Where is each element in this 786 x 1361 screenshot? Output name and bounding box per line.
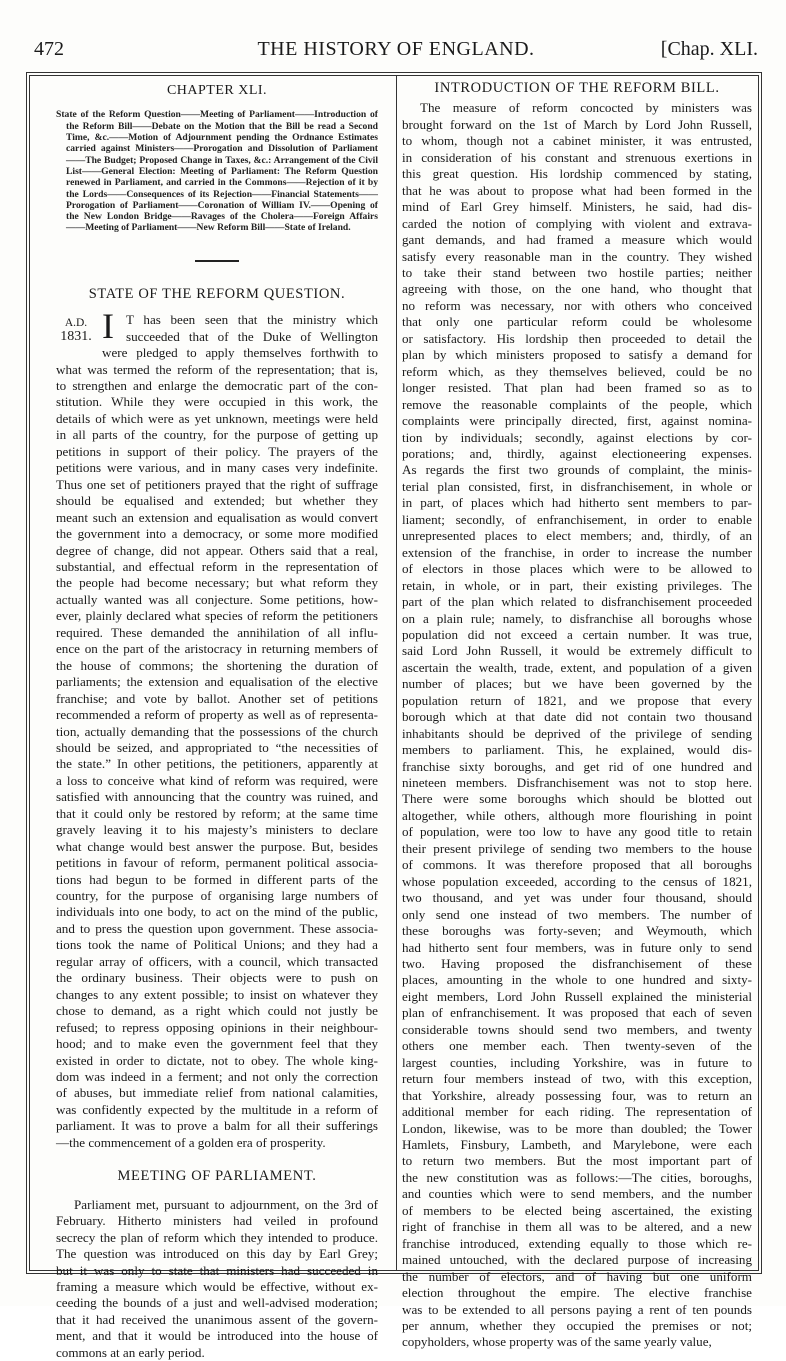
text-line: Parliament met, pursuant to adjournment, on the 3rd of [74, 1196, 378, 1212]
text-line: election throughout the empire. The elective franchise [402, 1285, 752, 1301]
text-line: refused; to repress opposing opinions in their neighbour- [56, 1019, 378, 1035]
text-line: satisfied with announcing that the country was ruined, and [56, 789, 378, 805]
text-line: ascertain the wealth, trade, extent, and population of a given [402, 659, 752, 675]
text-line: said Lord John Russell, it would be extremely difficult to [402, 643, 752, 659]
text-line: ceeding the bounds of a just and well-advised moderation; [56, 1295, 378, 1311]
text-line: actually wanted was all conjecture. Some petitions, how- [56, 591, 378, 607]
text-line: mind of Earl Grey himself. Ministers, he said, had dis- [402, 199, 752, 215]
text-line: eight members, Lord John Russell explained the ministerial [402, 988, 752, 1004]
text-line: that only one particular reform could be wholesome [402, 314, 752, 330]
text-line: the state.” In other petitions, the petitioners, apparently at [56, 756, 378, 772]
text-line: complaints were principally directed, first, against nomina- [402, 413, 752, 429]
text-line: and counties which were to send members, and the number [402, 1186, 752, 1202]
text-line: There were some boroughs which should be blotted out [402, 791, 752, 807]
text-line: population did not exceed a certain number. It was true, [402, 626, 752, 642]
text-line: the house of commons; the shortening the duration of [56, 657, 378, 673]
text-line: degree of change, did not appear. Others said that a real, [56, 542, 378, 558]
text-line: unrepresented places to elect members; and, thirdly, of an [402, 528, 752, 544]
text-line: existed in order to dictate, not to obey. The whole king- [56, 1052, 378, 1068]
text-line: liament; secondly, of enfranchisement, in order to enable [402, 511, 752, 527]
text-line: parliaments; the extension and equalisation of the elective [56, 674, 378, 690]
text-line: petitions in support of their policy. The prayers of the [56, 443, 378, 459]
text-line: succeeded that of the Duke of Wellington [126, 328, 378, 344]
chapter-reference: [Chap. XLI. [660, 38, 758, 60]
ad-year: 1831. [60, 329, 92, 345]
text-line: in part, of places which had hitherto sent members to par- [402, 495, 752, 511]
text-line: per annum, whether they occupied the premises or not; [402, 1317, 752, 1333]
text-line: terial plan consisted, first, in disfranchisement, in whole or [402, 478, 752, 494]
section-title-reform-question: STATE OF THE REFORM QUESTION. [88, 285, 346, 302]
text-line: the government into a democracy, or some more modified [56, 526, 378, 542]
text-line: individuals into one body, to act on the mind of the public, [56, 904, 378, 920]
text-line: parliament. It was to prove a balm for all their sufferings [56, 1118, 378, 1134]
section-title-meeting: MEETING OF PARLIAMENT. [117, 1168, 317, 1185]
text-line: to return two members. But the most important part of [402, 1153, 752, 1169]
text-line: plan of enfranchisement. It was proposed that each of seven [402, 1005, 752, 1021]
text-line: meant such an extension and equalisation as would convert [56, 509, 378, 525]
text-line: altogether, while others, although more flourishing in point [402, 807, 752, 823]
text-line: The question was introduced on this day by Earl Grey; [56, 1246, 378, 1262]
text-line: the new constitution was as follows:—The cities, boroughs, [402, 1169, 752, 1185]
section-meeting-body [56, 1197, 378, 1361]
text-line: the ordinary business. Their objects were to push on [56, 970, 378, 986]
text-line: brought forward on the 1st of March by Lord John Russell, [402, 116, 752, 132]
text-line: porations; and, thirdly, against electioneering expenses. [402, 445, 752, 461]
text-line: was to be extended to all persons paying a rent of ten pounds [402, 1301, 752, 1317]
section-reform-bill-body [402, 100, 752, 1350]
text-line: reform which, as they themselves believed, could be no [402, 363, 752, 379]
right-column [402, 80, 752, 1351]
text-line: largest counties, including Yorkshire, was in future to [402, 1054, 752, 1070]
text-line: franchise introduced, extending equally to those which re- [402, 1235, 752, 1251]
text-line: that it could only be restored by reform; at the same time [56, 805, 378, 821]
text-line: The measure of reform concocted by ministers was [420, 100, 752, 116]
text-line: chose to demand, as a right which could not justly be [56, 1003, 378, 1019]
text-line: number of places; but we have been governed by the [402, 676, 752, 692]
text-line: had hitherto sent four members, was in future only to send [402, 939, 752, 955]
text-line: what was termed the reform of the representation; that is, [56, 361, 378, 377]
text-line: part of the plan which related to disfranchisement proceeded [402, 594, 752, 610]
text-line: hood; and to make even the government feel that they [56, 1036, 378, 1052]
text-line: T has been seen that the ministry which [126, 312, 378, 328]
text-line: franchise sixty boroughs, and get rid of one hundred and [402, 758, 752, 774]
text-line: the people had become necessary; but what reform they [56, 575, 378, 591]
text-line: February. Hitherto ministers had veiled in profound [56, 1213, 378, 1229]
drop-cap: I [102, 306, 114, 347]
text-line: that it had received the unanimous assent of the govern- [56, 1311, 378, 1327]
text-line: return four members instead of two, with this exception, [402, 1071, 752, 1087]
text-line: no reform was necessary, nor with others who conceived [402, 297, 752, 313]
text-line: their present privilege of sending two members to the house [402, 840, 752, 856]
text-line: should be equalised and extended; but whether they [56, 493, 378, 509]
text-line: franchise; and vote by ballot. Another set of petitions [56, 690, 378, 706]
text-line: was confidently expected by the multitude in a reform of [56, 1101, 378, 1117]
chapter-title: CHAPTER XLI. [166, 83, 268, 98]
text-line: tion, actually demanding that the possessions of the church [56, 723, 378, 739]
text-line: longer resisted. That plan had been framed so as to [402, 380, 752, 396]
text-line: petitions in favour of reform, permanent political associa- [56, 855, 378, 871]
text-line: of members to be elected being ascertained, the existing [402, 1202, 752, 1218]
year-marginal-note [56, 316, 96, 344]
page-number: 472 [34, 38, 64, 60]
text-line: a loss to conceive what kind of reform was required, were [56, 772, 378, 788]
text-line: to take their stand between two hostile parties; neither [402, 264, 752, 280]
text-line: two thousand, and yet was under four thousand, should [402, 890, 752, 906]
text-line: in consideration of his constant and strenuous exertions in [402, 149, 752, 165]
text-line: framing a measure which would be effective, without ex- [56, 1279, 378, 1294]
text-line: copyholders, whose property was of the same yearly value, [402, 1334, 712, 1350]
text-line: —the commencement of a golden era of prosperity. [56, 1134, 326, 1150]
text-line: places, amounting in the whole to one hundred and sixty- [402, 972, 752, 988]
text-line: that Yorkshire, already possessing four, was to return an [402, 1087, 752, 1103]
ad-label: A.D. [64, 317, 88, 330]
text-line: ever, plainly declared what species of reform the petitioners [56, 608, 378, 624]
chapter-synopsis: State of the Reform Question——Meeting of Parliament——Introduction of the Reform Bill——Debate on the Motion that the Bill be read a Second Time, &c.——Motion of Adjournment pending the Ordnance Estimates carried against Ministers——Prorogation and Dissolution of Parliament——The Budget; Proposed Change in Taxes, &c.: Arrangement of the Civil List——General Election: Meeting of Parliament: The Reform Question renewed in Parliament, and carried in the Commons——Rejection of it by the Lords——Consequences of its Rejection——Financial Statements——Prorogation of Parliament——Coronation of William IV.——Opening of the New London Bridge——Ravages of the Cholera——Foreign Affairs——Meeting of Parliament——New Reform Bill——State of Ireland. [56, 109, 378, 234]
text-line: ment, and that it would be introduced into the house of [56, 1328, 378, 1344]
text-line: details of which were as yet unknown, meetings were held [56, 410, 378, 426]
text-line: regular array of officers, with a council, which transacted [56, 953, 378, 969]
text-line: secrecy the plan of reform which they intended to produce. [56, 1229, 378, 1245]
text-line: whose population exceeded, according to the census of 1821, [402, 873, 752, 889]
text-line: plan by which ministers proposed to satisfy a demand for [402, 347, 752, 363]
text-line: stitution. While they were occupied in this work, the [56, 394, 378, 410]
text-line: As regards the first two grounds of complaint, the minis- [402, 462, 752, 478]
text-line: this great question. His lordship commenced by stating, [402, 166, 752, 182]
text-line: two. Having proposed the disfranchisement of these [402, 956, 752, 972]
section-rule [195, 260, 239, 262]
text-line: required. These demanded the annihilation of all influ- [56, 624, 378, 640]
text-line: of electors in those places which were to be allowed to [402, 561, 752, 577]
text-line: but it was only to state that ministers had succeeded in [56, 1262, 378, 1278]
text-line: nineteen members. Disfranchisement was not to stop here. [402, 775, 752, 791]
text-line: ence on the part of the aristocracy in returning members of [56, 641, 378, 657]
text-line: only send one instead of two members. The number of [402, 906, 752, 922]
text-line: of commons. It was therefore proposed that all boroughs [402, 857, 752, 873]
text-line: Thus one set of petitioners prayed that the right of suffrage [56, 476, 378, 492]
text-line: of population, were too low to have any good title to retain [402, 824, 752, 840]
text-line: additional member for each riding. The representation of [402, 1104, 752, 1120]
text-line: members to parliament. This, he explained, would dis- [402, 742, 752, 758]
text-line: tions had begun to be formed in different parts of the [56, 871, 378, 887]
section-reform-question-body [56, 312, 378, 1151]
text-line: retain, in whole, or in part, their existing privileges. The [402, 577, 752, 593]
text-line: were pledged to apply themselves forthwith to [102, 345, 378, 361]
text-line: others one member each. Then twenty-seven of the [402, 1038, 752, 1054]
text-line: the number of electors, and of having but one uniform [402, 1268, 752, 1284]
text-line: extension of the franchise, in order to increase the number [402, 544, 752, 560]
text-line: to strengthen and enlarge the democratic part of the con- [56, 377, 378, 393]
text-line: and to press the question upon government. These associa- [56, 920, 378, 936]
text-line: mained untouched, with the declared purpose of increasing [402, 1252, 752, 1268]
text-line: dom was indeed in a ferment; and not only the correction [56, 1069, 378, 1085]
text-line: these boroughs was forty-seven; and Weymouth, which [402, 923, 752, 939]
text-line: inhabitants should be deprived of the privilege of sending [402, 725, 752, 741]
text-line: of abuses, but immediate relief from national calamities, [56, 1085, 378, 1101]
text-line: tions took the name of Political Unions; and they had a [56, 937, 378, 953]
text-line: substantial, and effectual reform in the representation of [56, 558, 378, 574]
text-line: should be seized, and appropriated to “the necessities of [56, 739, 378, 755]
text-line: population return of 1821, and we propose that every [402, 692, 752, 708]
text-line: that he was about to propose what had been formed in the [402, 182, 752, 198]
running-title: THE HISTORY OF ENGLAND. [257, 38, 535, 60]
section-title-reform-bill: INTRODUCTION OF THE REFORM BILL. [434, 80, 720, 96]
text-line: country, for the purpose of organising large numbers of [56, 888, 378, 904]
text-line: commons at an early period. [56, 1344, 205, 1360]
text-line: petitions were various, and in many cases very indefinite. [56, 460, 378, 476]
text-line: carded the notion of complying with violent and extrava- [402, 215, 752, 231]
text-line: borough which at that date did not contain two thousand [402, 709, 752, 725]
text-line: recommended a reform of property as well as of representa- [56, 707, 378, 723]
text-line: right of franchise in them all was to be altered, and a new [402, 1219, 752, 1235]
text-line: Hamlets, Finsbury, Lambeth, and Marylebone, were each [402, 1137, 752, 1152]
text-line: in all parts of the country, for the purpose of getting up [56, 427, 378, 443]
text-line: on a plain rule; namely, to disfranchise all boroughs whose [402, 610, 752, 626]
column-divider [396, 76, 397, 1270]
text-line: or satisfactory. His lordship then proceeded to detail the [402, 330, 752, 346]
text-line: tion by individuals; secondly, against elections by cor- [402, 429, 752, 445]
text-line: remove the reasonable complaints of the people, which [402, 396, 752, 412]
text-line: gant demands, and had framed a measure which would [402, 232, 752, 248]
text-line: London, likewise, was to be more than doubled; the Tower [402, 1120, 752, 1136]
text-line: changes to any extent possible; to insist on whatever they [56, 986, 378, 1002]
text-line: to whom, though not a cabinet minister, it was entrusted, [402, 133, 752, 149]
text-line: agreeing with those, on the one hand, who thought that [402, 281, 752, 297]
text-line: considerable towns should send two members, and twenty [402, 1021, 752, 1037]
text-line: gravely leaving it to his majesty’s ministers to declare [56, 822, 378, 838]
text-line: what change would best answer the purpose. But, besides [56, 838, 378, 854]
running-header [34, 38, 758, 70]
text-line: satisfy every reasonable man in the country. They wished [402, 248, 752, 264]
left-column [56, 80, 378, 1361]
